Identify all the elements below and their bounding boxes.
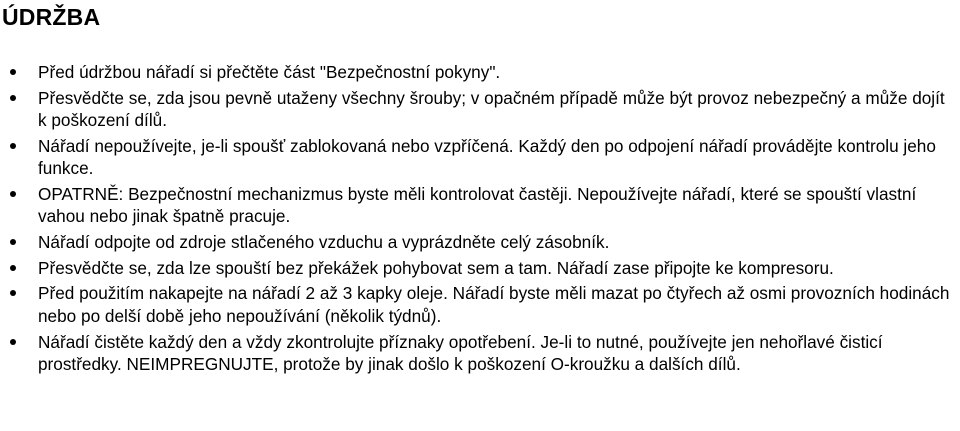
list-item: [0, 282, 960, 327]
list-item-text: Před použitím nakapejte na nářadí 2 až 3 kapky oleje. Nářadí byste měli mazat po čtyřech až osmi provozních hodinách nebo po delší době jeho nepoužívání (několik týdnů).: [38, 283, 950, 326]
list-item: [0, 331, 960, 376]
list-item: [0, 135, 960, 180]
list-item: [0, 183, 960, 228]
list-item-text: Nářadí odpojte od zdroje stlačeného vzduchu a vyprázdněte celý zásobník.: [38, 232, 610, 253]
list-item-text: Přesvědčte se, zda jsou pevně utaženy všechny šrouby; v opačném případě může být provoz nebezpečný a může dojít k poškození dílů.: [38, 87, 945, 131]
bullet-icon: [10, 69, 16, 75]
bullet-icon: [10, 239, 16, 245]
list-item-text: Před údržbou nářadí si přečtěte část "Bezpečnostní pokyny".: [38, 62, 501, 82]
bullet-icon: [10, 290, 16, 296]
list-item: [0, 257, 960, 279]
list-item: [0, 87, 960, 132]
maintenance-list: [0, 61, 960, 379]
list-item-text: Přesvědčte se, zda lze spouští bez překážek pohybovat sem a tam. Nářadí zase připojte ke kompresoru.: [38, 257, 834, 278]
bullet-icon: [10, 143, 16, 149]
list-item: [0, 61, 960, 83]
bullet-icon: [10, 95, 16, 101]
bullet-icon: [10, 339, 16, 345]
page-title: ÚDRŽBA: [2, 4, 101, 30]
list-item-text: OPATRNĚ: Bezpečnostní mechanizmus byste měli kontrolovat častěji. Nepoužívejte nářadí, které se spouští vlastní vahou nebo jinak špatně pracuje.: [38, 183, 917, 227]
list-item-text: Nářadí čistěte každý den a vždy zkontrolujte příznaky opotřebení. Je-li to nutné, používejte jen nehořlavé čisticí prostředky. NEIMPREGNUJTE, protože by jinak došlo k poškození O-kroužku a dalších dílů.: [38, 331, 883, 374]
bullet-icon: [10, 265, 16, 271]
list-item-text: Nářadí nepoužívejte, je-li spoušť zablokovaná nebo vzpříčená. Každý den po odpojení nářadí provádějte kontrolu jeho funkce.: [38, 135, 936, 179]
list-item: [0, 231, 960, 253]
bullet-icon: [10, 191, 16, 197]
